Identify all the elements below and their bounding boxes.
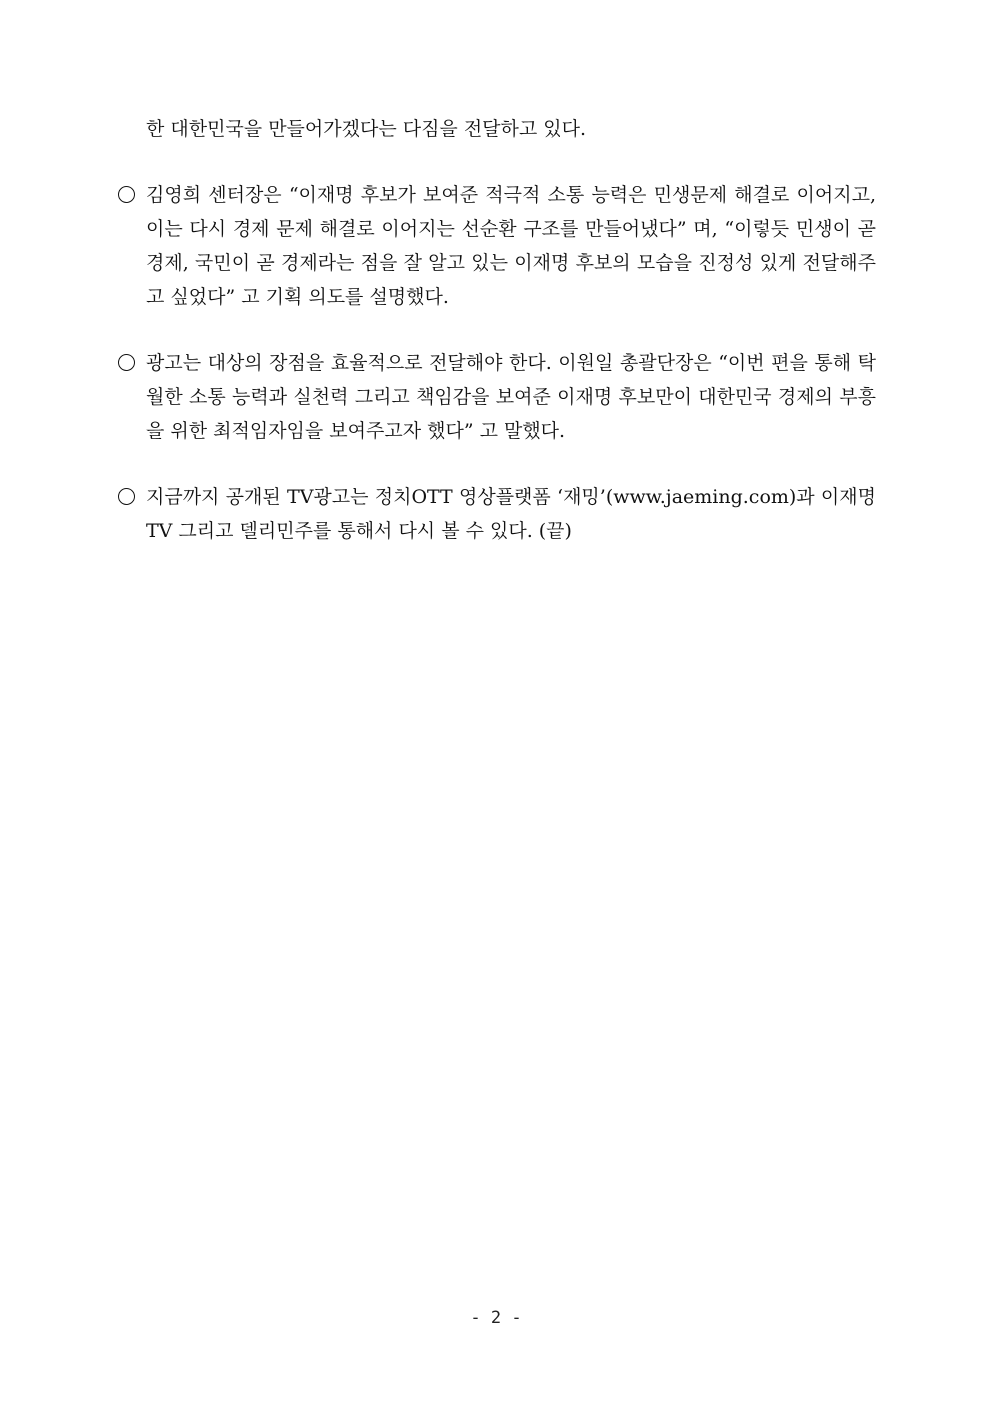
bullet-item-text: 김영희 센터장은 “이재명 후보가 보여준 적극적 소통 능력은 민생문제 해결로 이어지고, 이는 다시 경제 문제 해결로 이어지는 선순환 구조를 만들어냈다” 며, “이렇듯 민생이 곧 경제, 국민이 곧 경제라는 점을 잘 알고 있는 이재명 후보의 모습을 진정성 있게 전달해주고 싶었다” 고 기획 의도를 설명했다. [146, 184, 876, 308]
bullet-item-text: 광고는 대상의 장점을 효율적으로 전달해야 한다. 이원일 총괄단장은 “이번 편을 통해 탁월한 소통 능력과 실천력 그리고 책임감을 보여준 이재명 후보만이 대한민국 경제의 부흥을 위한 최적임자임을 보여주고자 했다” 고 말했다. [146, 352, 876, 442]
bullet-item-text: 지금까지 공개된 TV광고는 정치OTT 영상플랫폼 ‘재밍’(www.jaeming.com)과 이재명TV 그리고 델리민주를 통해서 다시 볼 수 있다. (끝) [146, 486, 876, 542]
continuation-paragraph: 한 대한민국을 만들어가겠다는 다짐을 전달하고 있다. [146, 118, 587, 140]
document-body [118, 112, 876, 580]
page-number: - 2 - [470, 1308, 522, 1328]
circle-bullet-icon [118, 480, 146, 514]
bullet-item [118, 178, 876, 314]
circle-bullet-icon [118, 178, 146, 212]
bullet-item [118, 480, 876, 548]
bullet-item [118, 346, 876, 448]
circle-bullet-icon [118, 346, 146, 380]
